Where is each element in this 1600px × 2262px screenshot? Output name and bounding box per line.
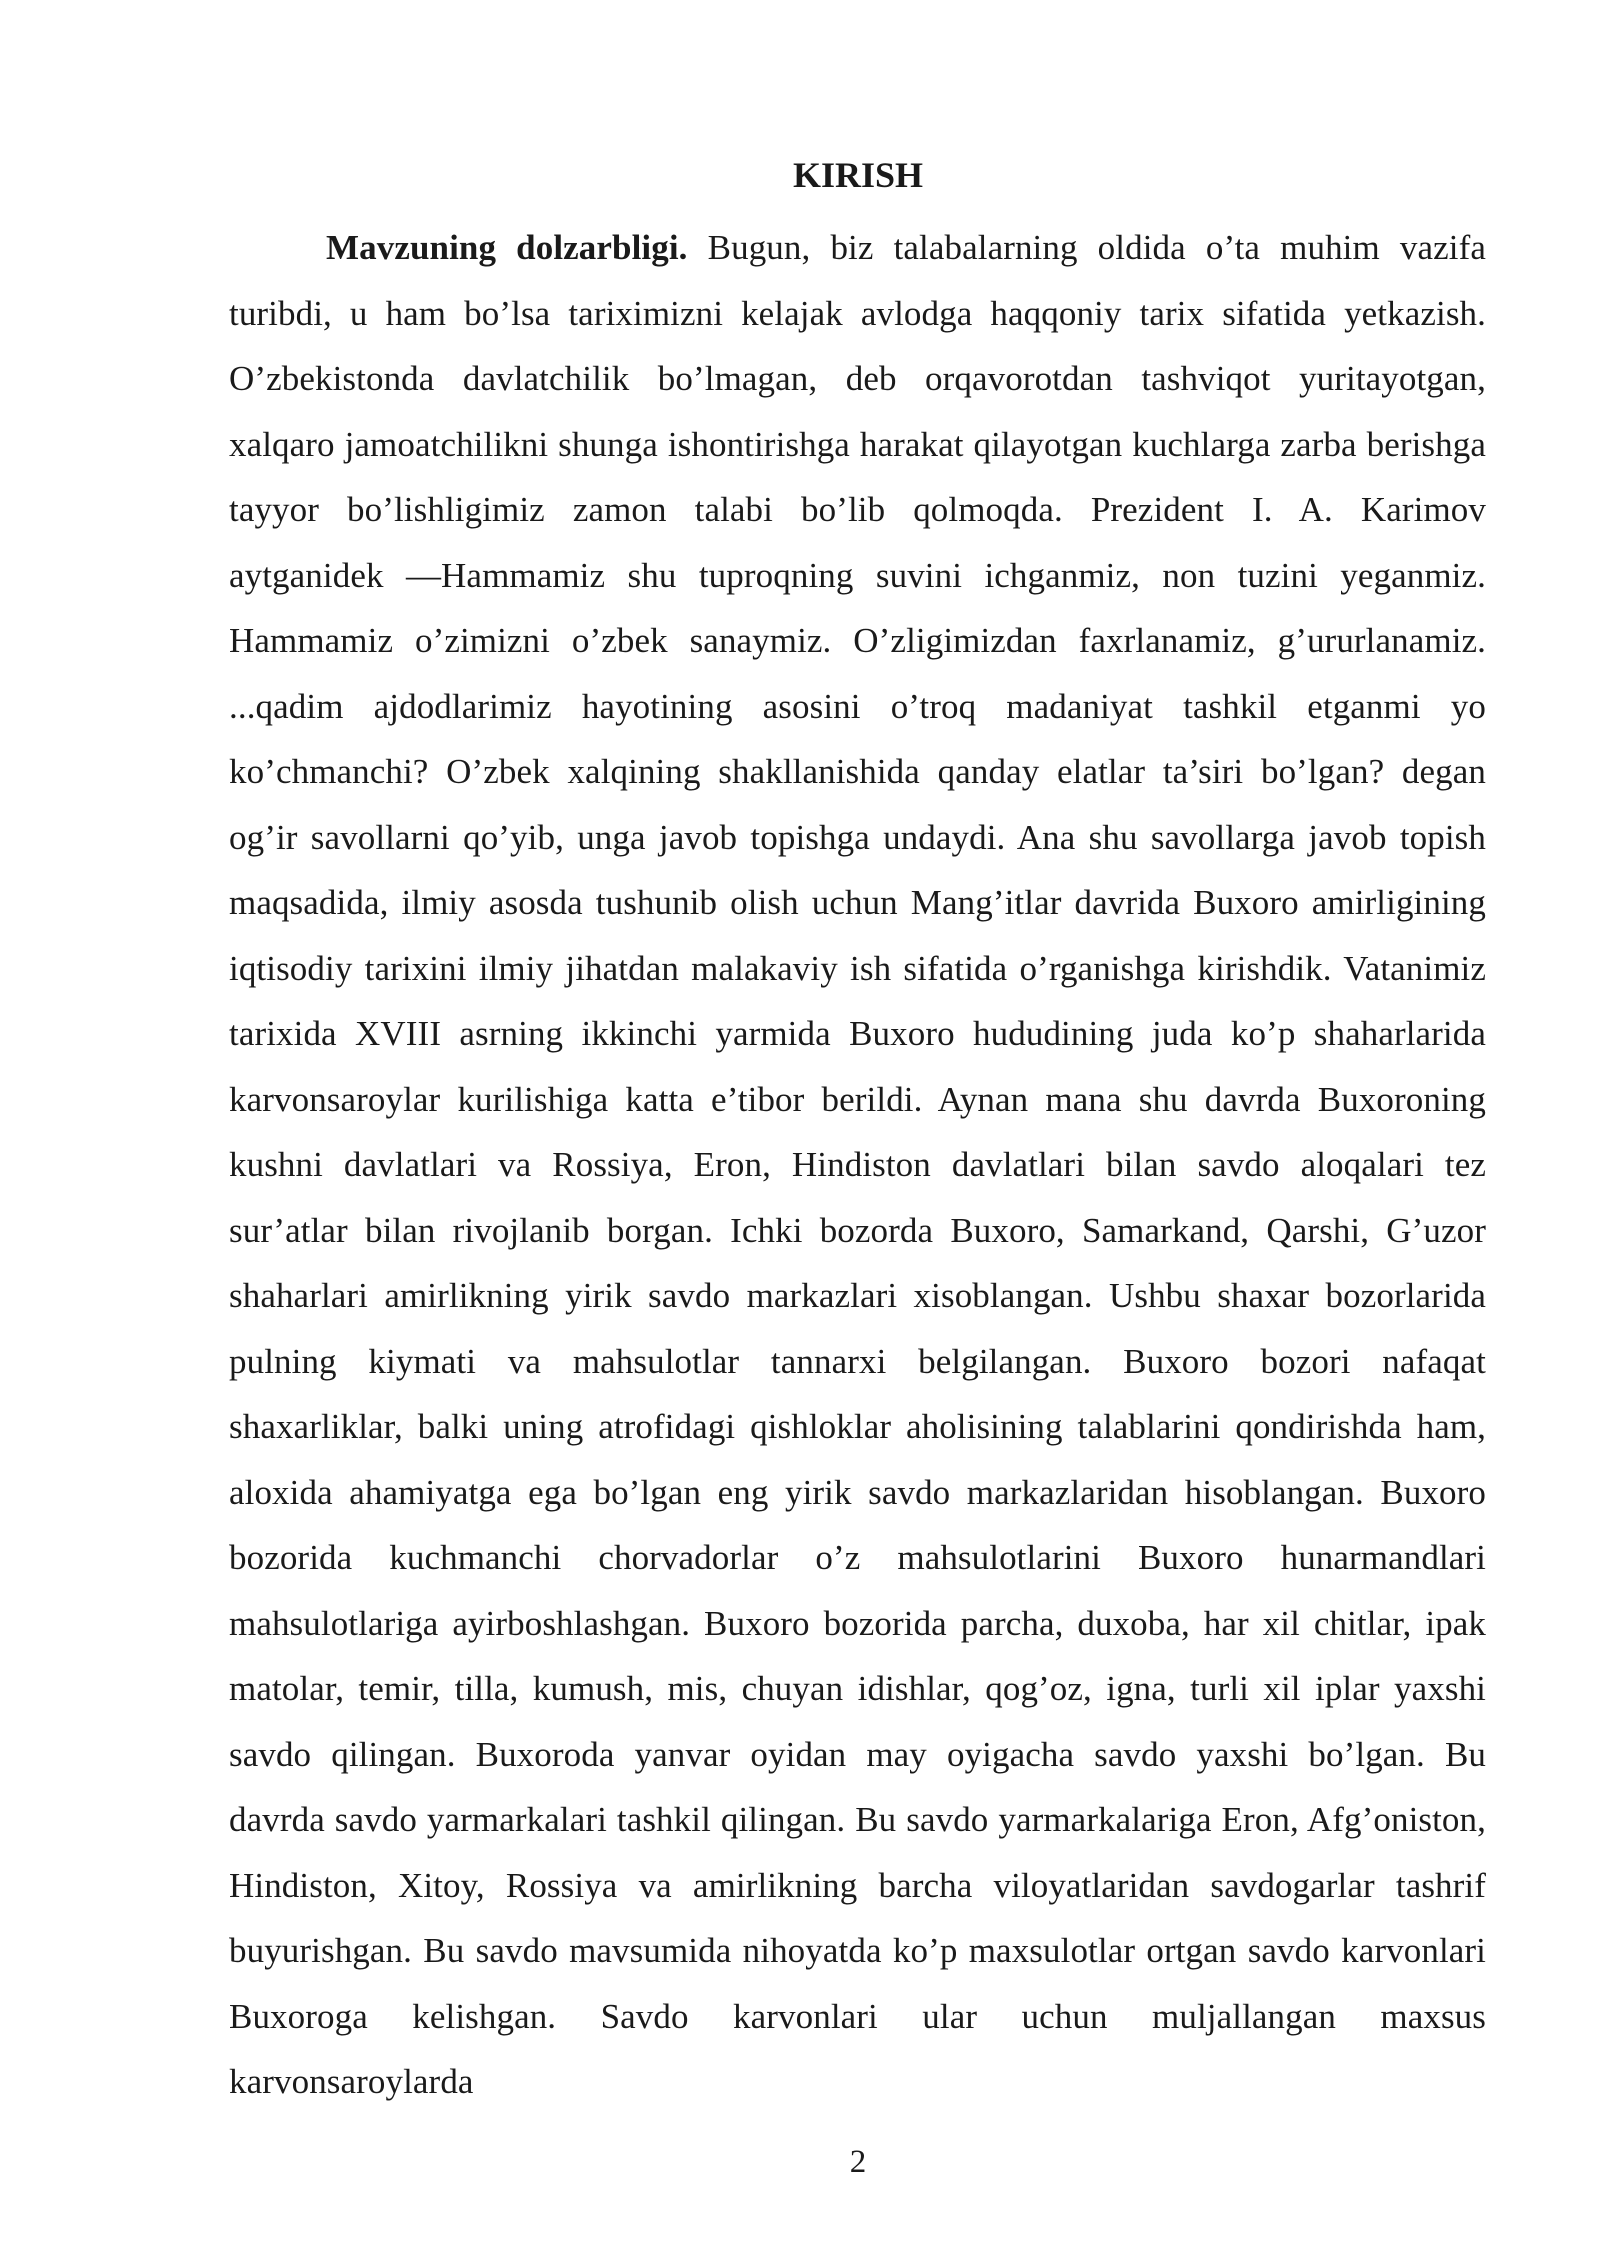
paragraph-text: Bugun, biz talabalarning oldida o’ta muhim vazifa turibdi, u ham bo’lsa tariximizni kelajak avlodga haqqoniy tarix sifatida yetkazish. O’zbekistonda davlatchilik bo’lmagan, deb orqavorotdan tashviqot yuritayotgan, xalqaro jamoatchilikni shunga ishontirishga harakat qilayotgan kuchlarga zarba berishga tayyor bo’lishligimiz zamon talabi bo’lib qolmoqda. Prezident I. A. Karimov aytganidek —Hammamiz shu tuproqning suvini ichganmiz, non tuzini yeganmiz. Hammamiz o’zimizni o’zbek sanaymiz. O’zligimizdan faxrlanamiz, g’ururlanamiz. ...qadim ajdodlarimiz hayotining asosini o’troq madaniyat tashkil etganmi yo ko’chmanchi? O’zbek xalqining shakllanishida qanday elatlar ta’siri bo’lgan? degan og’ir savollarni qo’yib, unga javob topishga undaydi. Ana shu savollarga javob topish maqsadida, ilmiy asosda tushunib olish uchun Mang’itlar davrida Buxoro amirligining iqtisodiy tarixini ilmiy jihatdan malakaviy ish sifatida o’rganishga kirishdik. Vatanimiz tarixida XVIII asrning ikkinchi yarmida Buxoro hududining juda ko’p shaharlarida karvonsaroylar kurilishiga katta e’tibor berildi. Aynan mana shu davrda Buxoroning kushni davlatlari va Rossiya, Eron, Hindiston davlatlari bilan savdo aloqalari tez sur’atlar bilan rivojlanib borgan. Ichki bozorda Buxoro, Samarkand, Qarshi, G’uzor shaharlari amirlikning yirik savdo markazlari xisoblangan. Ushbu shaxar bozorlarida pulning kiymati va mahsulotlar tannarxi belgilangan. Buxoro bozori nafaqat shaxarliklar, balki uning atrofidagi qishloklar aholisining talablarini qondirishda ham, aloxida ahamiyatga ega bo’lgan eng yirik savdo markazlaridan hisoblangan. Buxoro bozorida kuchmanchi chorvadorlar o’z mahsulotlarini Buxoro hunarmandlari mahsulotlariga ayirboshlashgan. Buxoro bozorida parcha, duxoba, har xil chitlar, ipak matolar, temir, tilla, kumush, mis, chuyan idishlar, qog’oz, igna, turli xil iplar yaxshi savdo qilingan. Buxoroda yanvar oyidan may oyigacha savdo yaxshi bo’lgan. Bu davrda savdo yarmarkalari tashkil qilingan. Bu savdo yarmarkalariga Eron, Afg’oniston, Hindiston, Xitoy, Rossiya va amirlikning barcha viloyatlaridan savdogarlar tashrif buyurishgan. Bu savdo mavsumida nihoyatda ko’p maxsulotlar ortgan savdo karvonlari Buxoroga kelishgan. Savdo karvonlari ular uchun muljallangan maxsus karvonsaroylarda <box>229 228 1486 2101</box>
page-number: 2 <box>849 2144 867 2180</box>
page-heading: KIRISH <box>792 155 924 195</box>
body-paragraph <box>229 215 1486 2115</box>
lead-phrase: Mavzuning dolzarbligi. <box>326 228 688 267</box>
